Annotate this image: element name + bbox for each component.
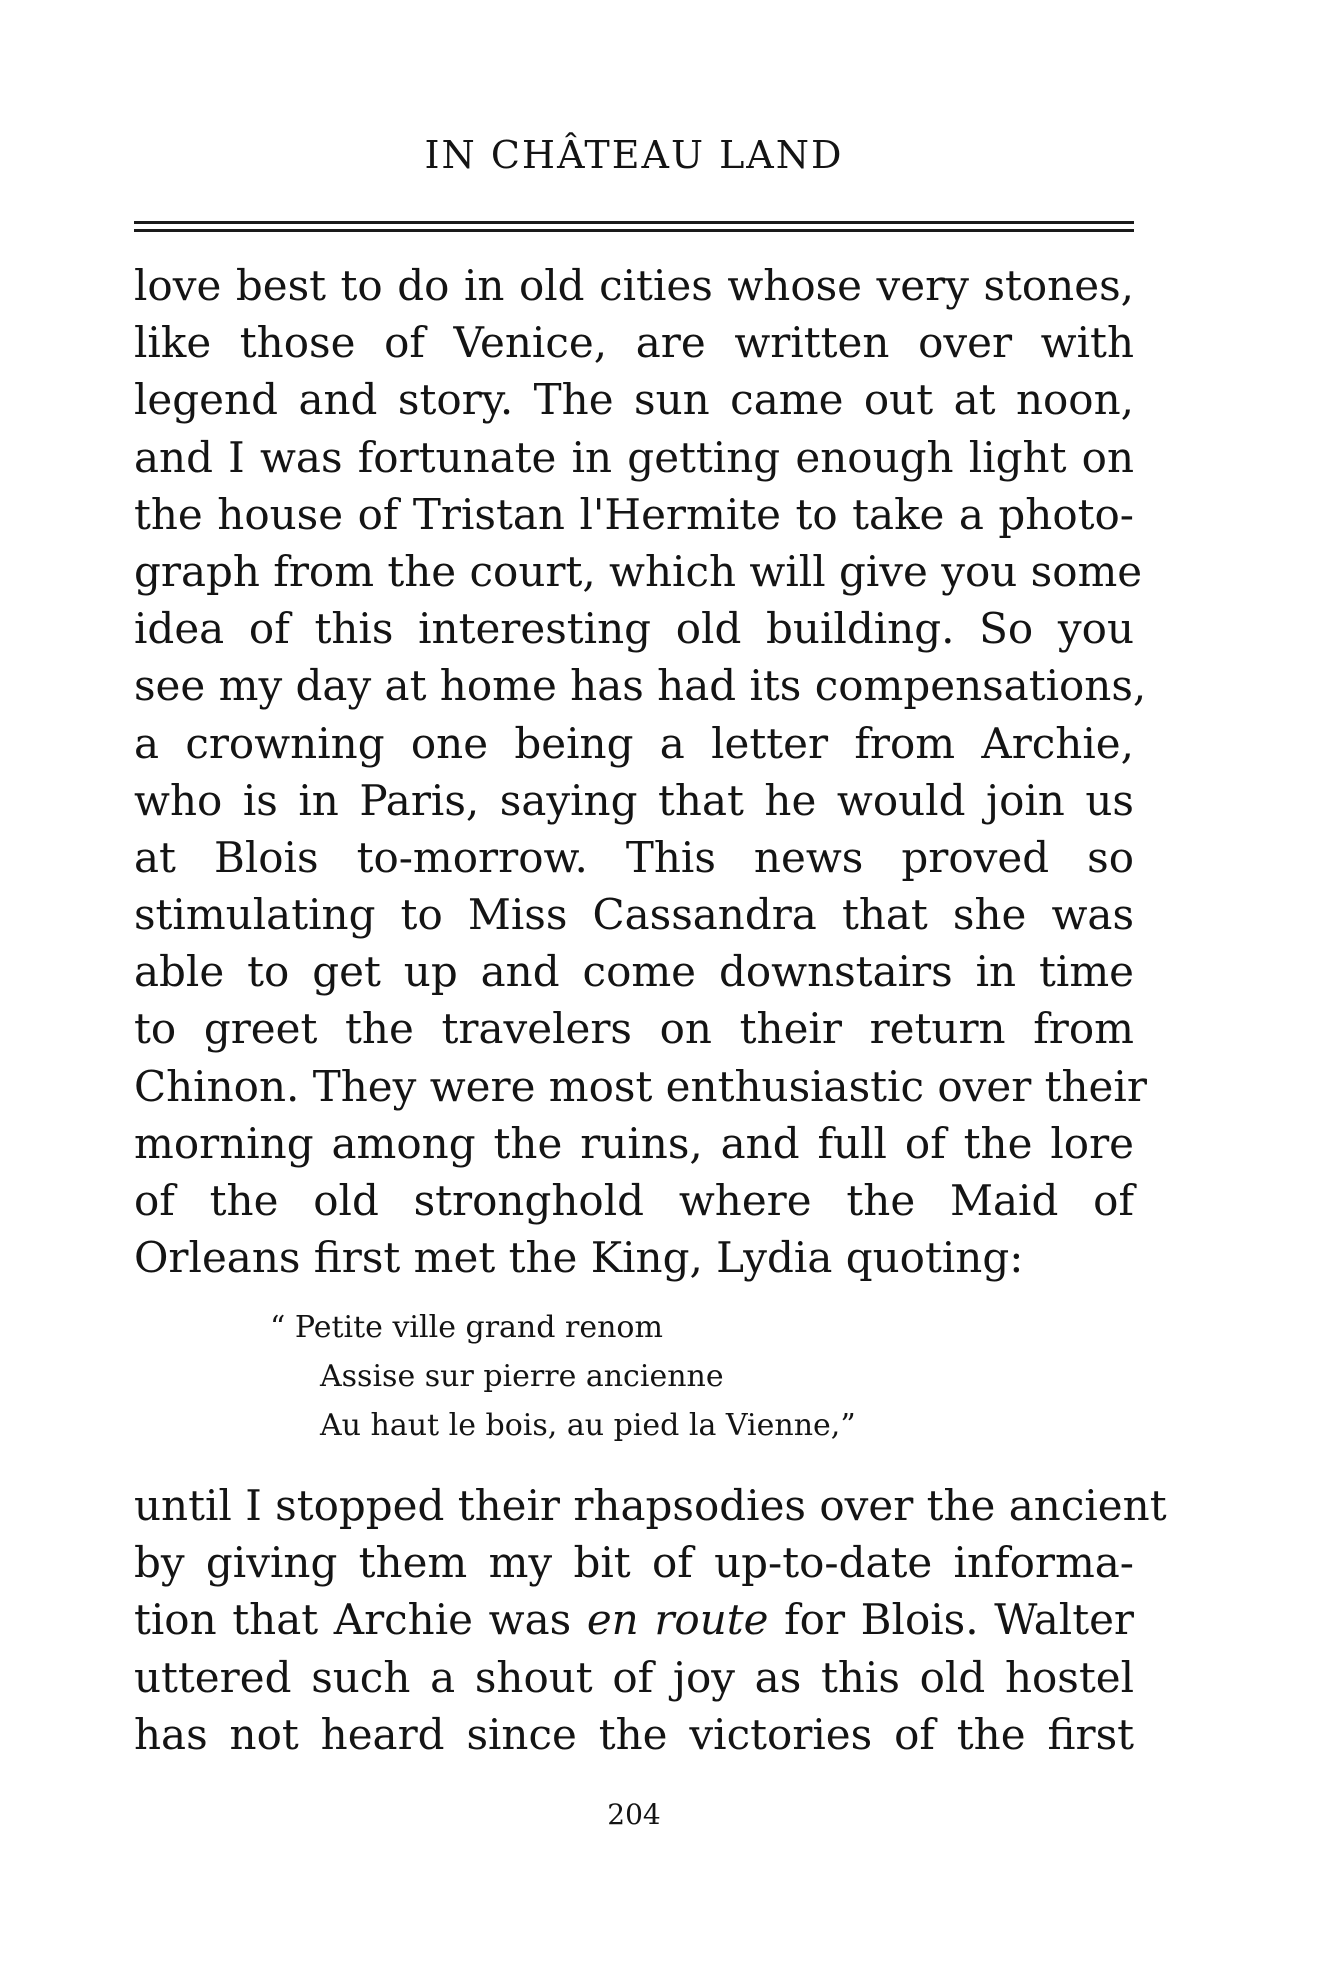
text-line: who is in Paris, saying that he would join us <box>134 775 1134 825</box>
text-line: at Blois to-morrow. This news proved so <box>134 832 1134 882</box>
text-line: until I stopped their rhapsodies over the ancient <box>134 1481 1167 1530</box>
italic-phrase: en route <box>586 1595 769 1645</box>
text-line: Chinon. They were most enthusiastic over their <box>134 1061 1147 1111</box>
text-line: has not heard since the victories of the first <box>134 1709 1134 1759</box>
paragraph-2 <box>134 1477 1167 1763</box>
text-fragment: tion that Archie was <box>134 1595 587 1645</box>
text-line: like those of Venice, are written over with <box>134 318 1134 368</box>
text-line: graph from the court, which will give you some <box>134 546 1143 596</box>
verse-line: “ Petite ville grand renom <box>270 1310 663 1345</box>
text-line: to greet the travelers on their return from <box>134 1004 1134 1054</box>
text-line: by giving them my bit of up-to-date informa- <box>134 1538 1134 1588</box>
text-line: the house of Tristan l'Hermite to take a photo- <box>134 489 1134 539</box>
text-line: and I was fortunate in getting enough light on <box>134 432 1134 482</box>
text-line: a crowning one being a letter from Archie, <box>134 718 1134 768</box>
running-head: IN CHÂTEAU LAND <box>424 133 844 177</box>
text-line: stimulating to Miss Cassandra that she was <box>134 890 1134 940</box>
text-line: uttered such a shout of joy as this old hostel <box>134 1652 1134 1702</box>
verse-line: Au haut le bois, au pied la Vienne,” <box>320 1408 856 1443</box>
text-line: see my day at home has had its compensations, <box>134 661 1147 711</box>
text-line: morning among the ruins, and full of the lore <box>134 1118 1134 1168</box>
double-rule-divider <box>134 221 1134 232</box>
paragraph-1 <box>134 257 1147 1286</box>
text-line: love best to do in old cities whose very stones, <box>134 261 1134 310</box>
page-number: 204 <box>607 1798 661 1831</box>
text-line: legend and story. The sun came out at noon, <box>134 375 1134 425</box>
text-line: of the old stronghold where the Maid of <box>134 1176 1134 1225</box>
text-line: Orleans first met the King, Lydia quoting: <box>134 1233 1024 1283</box>
verse-quotation <box>270 1303 856 1450</box>
text-line: idea of this interesting old building. So you <box>134 604 1134 654</box>
verse-line: Assise sur pierre ancienne <box>320 1359 724 1394</box>
text-fragment: for Blois. Walter <box>768 1595 1135 1645</box>
text-line <box>134 1591 1134 1648</box>
text-line: able to get up and come downstairs in time <box>134 947 1134 997</box>
